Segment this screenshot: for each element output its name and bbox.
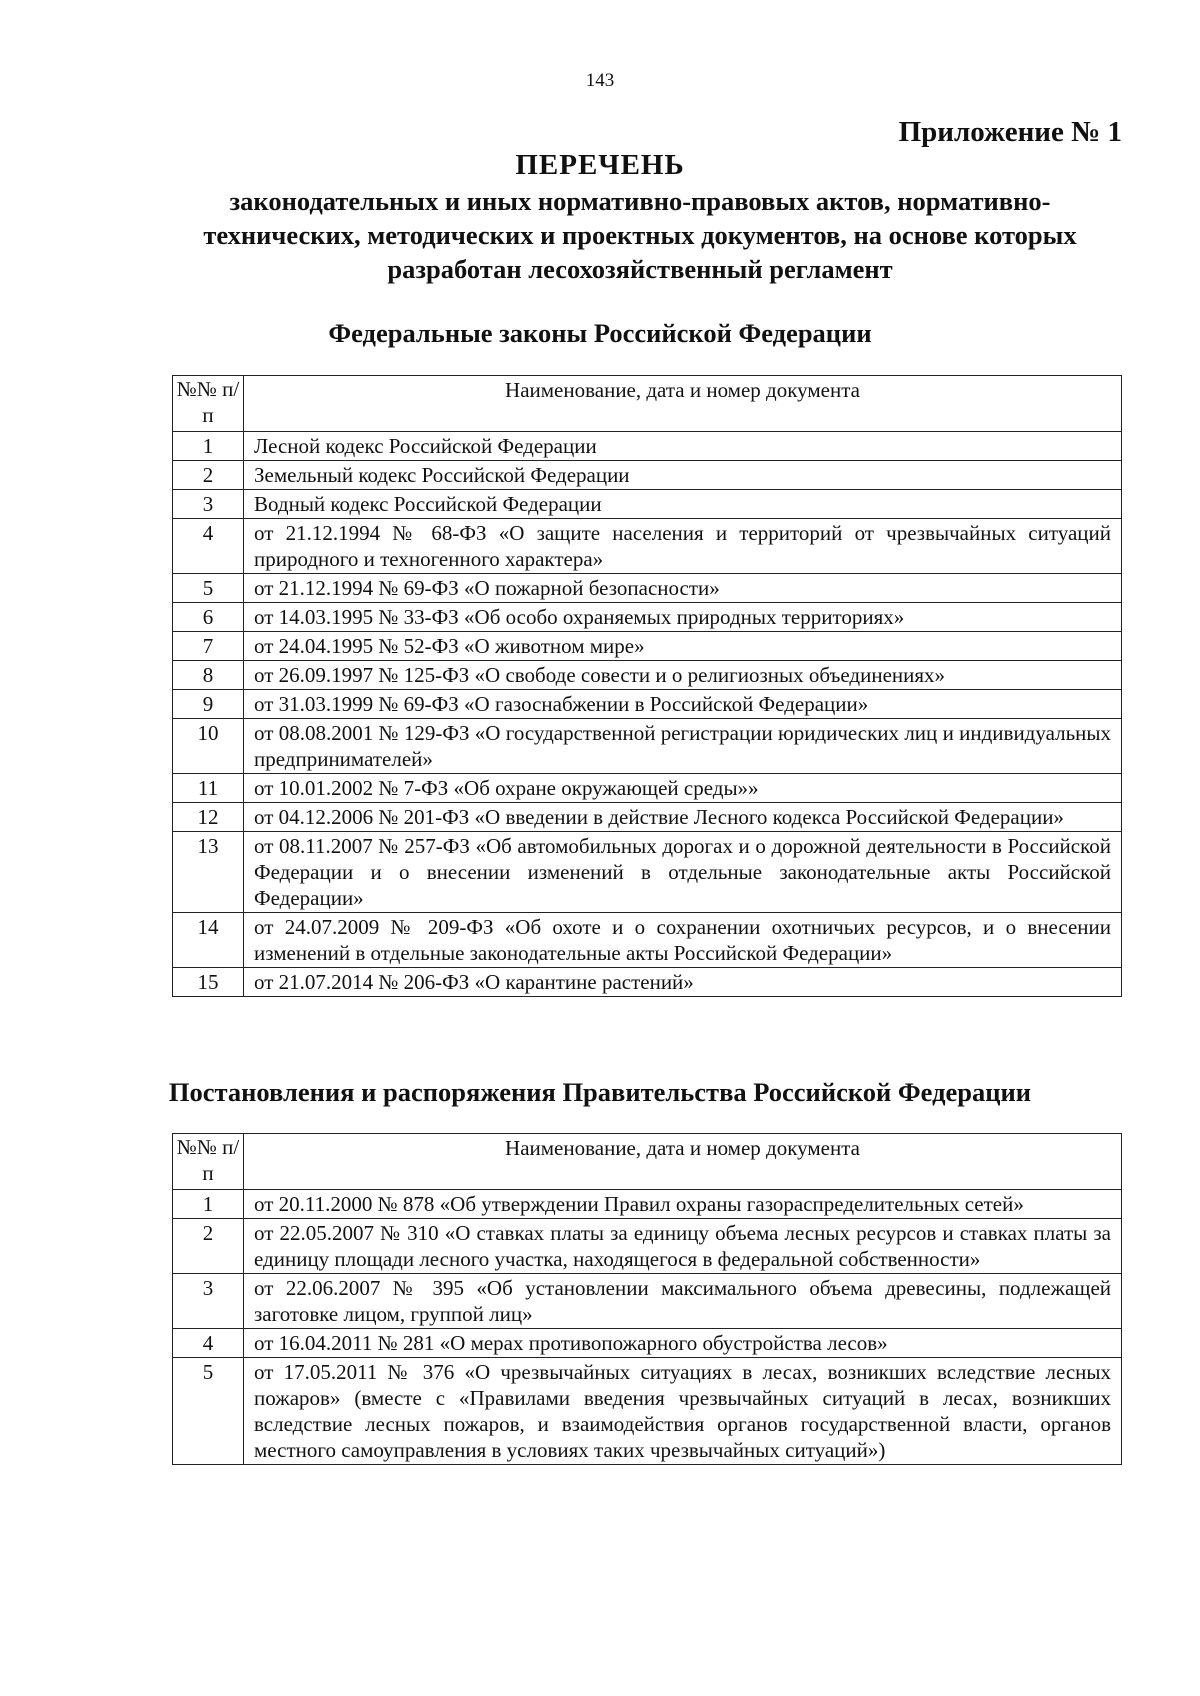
row-number: 4 <box>173 1329 244 1358</box>
row-number: 8 <box>173 661 244 690</box>
table-row <box>173 574 1122 603</box>
federal-laws-table <box>172 375 1122 997</box>
document-name: от 24.04.1995 № 52-ФЗ «О животном мире» <box>244 632 1122 661</box>
table-row <box>173 803 1122 832</box>
document-name: от 08.08.2001 № 129-ФЗ «О государственной регистрации юридических лиц и индивидуальных предпринимателей» <box>244 719 1122 774</box>
column-header-number: №№ п/п <box>173 1134 244 1190</box>
table-row <box>173 1329 1122 1358</box>
table-row <box>173 1219 1122 1274</box>
page-number: 143 <box>585 70 615 91</box>
document-name: от 24.07.2009 № 209-ФЗ «Об охоте и о сохранении охотничьих ресурсов, и о внесении изменений в отдельные законодательные акты Российской Федерации» <box>244 913 1122 968</box>
document-name: от 26.09.1997 № 125-ФЗ «О свободе совести и о религиозных объединениях» <box>244 661 1122 690</box>
row-number: 1 <box>173 1190 244 1219</box>
table-header-row <box>173 1134 1122 1190</box>
row-number: 3 <box>173 1274 244 1329</box>
row-number: 2 <box>173 461 244 490</box>
row-number: 12 <box>173 803 244 832</box>
appendix-label: Приложение № 1 <box>898 116 1122 148</box>
table-row <box>173 603 1122 632</box>
table-row <box>173 1190 1122 1219</box>
table-row <box>173 632 1122 661</box>
row-number: 4 <box>173 519 244 574</box>
row-number: 7 <box>173 632 244 661</box>
table-row <box>173 1358 1122 1465</box>
table-row <box>173 519 1122 574</box>
table-row <box>173 432 1122 461</box>
section-heading-federal-laws: Федеральные законы Российской Федерации <box>328 318 872 348</box>
table-row <box>173 913 1122 968</box>
document-name: Земельный кодекс Российской Федерации <box>244 461 1122 490</box>
table-row <box>173 832 1122 913</box>
row-number: 10 <box>173 719 244 774</box>
document-name: от 16.04.2011 № 281 «О мерах противопожарного обустройства лесов» <box>244 1329 1122 1358</box>
row-number: 11 <box>173 774 244 803</box>
row-number: 14 <box>173 913 244 968</box>
document-name: от 21.12.1994 № 68-ФЗ «О защите населения и территорий от чрезвычайных ситуаций природного и техногенного характера» <box>244 519 1122 574</box>
document-name: Водный кодекс Российской Федерации <box>244 490 1122 519</box>
document-name: от 21.12.1994 № 69-ФЗ «О пожарной безопасности» <box>244 574 1122 603</box>
column-header-name: Наименование, дата и номер документа <box>244 1134 1122 1190</box>
table-row <box>173 968 1122 997</box>
document-name: от 17.05.2011 № 376 «О чрезвычайных ситуациях в лесах, возникших вследствие лесных пожаров» (вместе с «Правилами введения чрезвычайных ситуаций в лесах, возникших вследствие лесных пожаров, и взаимодействия органов государственной власти, органов местного самоуправления в условиях таких чрезвычайных ситуаций») <box>244 1358 1122 1465</box>
row-number: 15 <box>173 968 244 997</box>
row-number: 6 <box>173 603 244 632</box>
document-name: от 22.06.2007 № 395 «Об установлении максимального объема древесины, подлежащей заготовке лицом, группой лиц» <box>244 1274 1122 1329</box>
column-header-number: №№ п/п <box>173 376 244 432</box>
document-name: от 08.11.2007 № 257-ФЗ «Об автомобильных дорогах и о дорожной деятельности в Российской Федерации и о внесении изменений в отдельные законодательные акты Российской Федерации» <box>244 832 1122 913</box>
table-row <box>173 461 1122 490</box>
row-number: 13 <box>173 832 244 913</box>
table-header-row <box>173 376 1122 432</box>
document-name: от 31.03.1999 № 69-ФЗ «О газоснабжении в Российской Федерации» <box>244 690 1122 719</box>
document-name: от 10.01.2002 № 7-ФЗ «Об охране окружающей среды»» <box>244 774 1122 803</box>
document-name: от 04.12.2006 № 201-ФЗ «О введении в действие Лесного кодекса Российской Федерации» <box>244 803 1122 832</box>
row-number: 1 <box>173 432 244 461</box>
document-name: от 20.11.2000 № 878 «Об утверждении Правил охраны газораспределительных сетей» <box>244 1190 1122 1219</box>
document-title: ПЕРЕЧЕНЬ <box>515 149 685 181</box>
federal-laws-rows <box>173 432 1122 997</box>
government-decrees-table <box>172 1133 1122 1465</box>
table-row <box>173 490 1122 519</box>
government-decrees-rows <box>173 1190 1122 1465</box>
document-name: от 22.05.2007 № 310 «О ставках платы за единицу объема лесных ресурсов и ставках платы за единицу площади лесного участка, находящегося в федеральной собственности» <box>244 1219 1122 1274</box>
document-name: Лесной кодекс Российской Федерации <box>244 432 1122 461</box>
row-number: 2 <box>173 1219 244 1274</box>
document-subtitle: законодательных и иных нормативно-правовых актов, нормативно-технических, методических и проектных документов, на основе которых разработан лесохозяйственный регламент <box>203 186 1077 284</box>
table-row <box>173 719 1122 774</box>
document-name: от 21.07.2014 № 206-ФЗ «О карантине растений» <box>244 968 1122 997</box>
row-number: 5 <box>173 1358 244 1465</box>
section-heading-government-decrees: Постановления и распоряжения Правительства Российской Федерации <box>168 1077 1032 1107</box>
row-number: 5 <box>173 574 244 603</box>
table-row <box>173 1274 1122 1329</box>
row-number: 9 <box>173 690 244 719</box>
table-row <box>173 661 1122 690</box>
table-row <box>173 774 1122 803</box>
table-row <box>173 690 1122 719</box>
row-number: 3 <box>173 490 244 519</box>
document-name: от 14.03.1995 № 33-ФЗ «Об особо охраняемых природных территориях» <box>244 603 1122 632</box>
column-header-name: Наименование, дата и номер документа <box>244 376 1122 432</box>
